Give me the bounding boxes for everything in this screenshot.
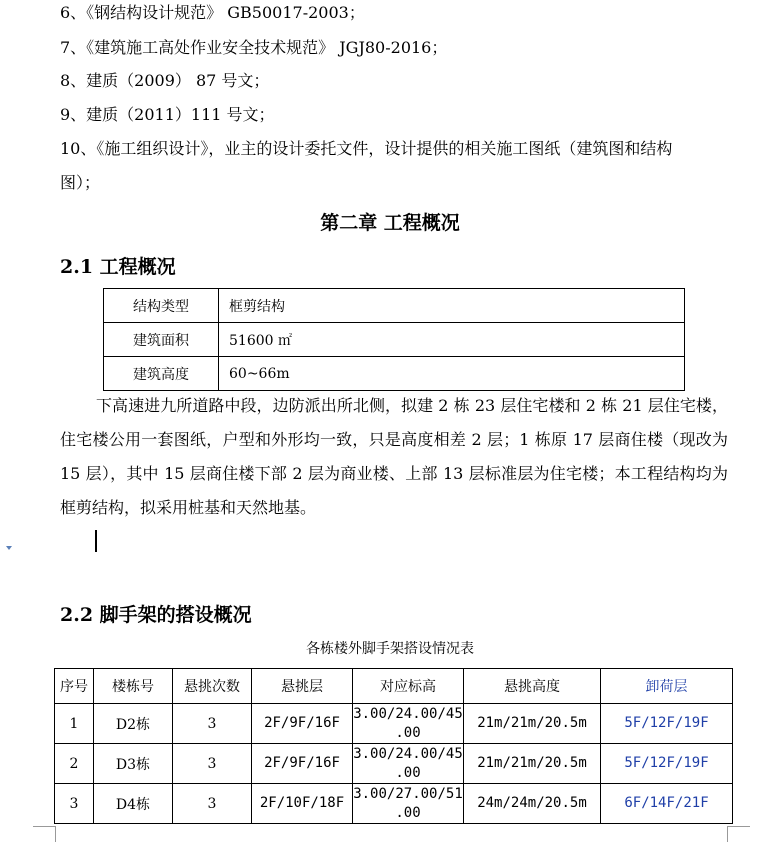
cell-building: D4栋 (94, 784, 173, 824)
table-row (55, 744, 733, 784)
header-cell: 悬挑次数 (173, 669, 252, 704)
cell-floors: 2F/9F/16F (252, 704, 353, 744)
page-corner-mark-right (727, 826, 750, 842)
project-description: 下高速进九所道路中段，边防派出所北侧，拟建 2 栋 23 层住宅楼和 2 栋 21 层住宅楼，住宅楼公用一套图纸，户型和外形均一致，只是高度相差 2 层；1 栋原 17 层商住楼（现改为 15 层），其中 15 层商住楼下部 2 层为商业楼、上部 13 层标准层为住宅楼；本工程结构均为框剪结构，拟采用桩基和天然地基。 (60, 396, 728, 517)
cell-times: 3 (173, 784, 252, 824)
reference-line-6: 6、《钢结构设计规范》 GB50017-2003； (60, 3, 365, 22)
elevation-line-1: 3.00/24.00/45 (353, 705, 463, 722)
table-row (55, 704, 733, 744)
overview-table (103, 288, 685, 391)
reference-line-7: 7、《建筑施工高处作业安全技术规范》 JGJ80-2016； (60, 38, 448, 57)
header-cell: 卸荷层 (601, 669, 733, 704)
header-cell: 楼栋号 (94, 669, 173, 704)
reference-line-10: 10、《施工组织设计》，业主的设计委托文件，设计提供的相关施工图纸（建筑图和结构 (60, 139, 673, 158)
elevation-line-1: 3.00/24.00/45 (353, 745, 463, 762)
section-title-scaffold: 2.2 脚手架的搭设概况 (60, 604, 252, 626)
reference-line-10-cont: 图）； (60, 173, 101, 192)
cell-floors: 2F/9F/16F (252, 744, 353, 784)
header-cell: 悬挑层 (252, 669, 353, 704)
cell-height: 24m/24m/20.5m (464, 784, 601, 824)
cell-no: 2 (55, 744, 94, 784)
table-caption: 各栋楼外脚手架搭设情况表 (306, 641, 474, 657)
table-row (104, 357, 685, 391)
cell-no: 3 (55, 784, 94, 824)
elevation-line-1: 3.00/27.00/51 (353, 785, 463, 802)
table-row (104, 323, 685, 357)
chapter-title: 第二章 工程概况 (320, 212, 460, 234)
elevation-line-2: .00 (395, 724, 421, 741)
elevation-line-2: .00 (395, 804, 421, 821)
cell-floors: 2F/10F/18F (252, 784, 353, 824)
cell-times: 3 (173, 704, 252, 744)
overview-value: 60~66m (219, 357, 685, 391)
cell-unload: 5F/12F/19F (601, 704, 733, 744)
cell-elevation (353, 744, 464, 784)
page-corner-mark-left (33, 826, 56, 842)
cell-height: 21m/21m/20.5m (464, 704, 601, 744)
text-cursor (95, 530, 97, 552)
overview-value: 框剪结构 (219, 289, 685, 323)
reference-line-8: 8、建质（2009） 87 号文； (60, 71, 270, 90)
cell-building: D3栋 (94, 744, 173, 784)
elevation-line-2: .00 (395, 764, 421, 781)
header-cell: 悬挑高度 (464, 669, 601, 704)
section-title-overview: 2.1 工程概况 (60, 256, 176, 278)
cell-times: 3 (173, 744, 252, 784)
cell-height: 21m/21m/20.5m (464, 744, 601, 784)
reference-line-9: 9、建质（2011）111 号文； (60, 105, 275, 124)
scaffold-table (54, 668, 733, 824)
cell-unload: 6F/14F/21F (601, 784, 733, 824)
header-cell: 对应标高 (353, 669, 464, 704)
table-row (104, 289, 685, 323)
overview-key: 结构类型 (104, 289, 219, 323)
margin-marker-icon (6, 546, 12, 550)
overview-value: 51600 ㎡ (219, 323, 685, 357)
cell-no: 1 (55, 704, 94, 744)
cell-unload: 5F/12F/19F (601, 744, 733, 784)
table-header-row (55, 669, 733, 704)
cell-elevation (353, 784, 464, 824)
overview-key: 建筑高度 (104, 357, 219, 391)
header-cell: 序号 (55, 669, 94, 704)
cell-elevation (353, 704, 464, 744)
table-row (55, 784, 733, 824)
overview-key: 建筑面积 (104, 323, 219, 357)
cell-building: D2栋 (94, 704, 173, 744)
